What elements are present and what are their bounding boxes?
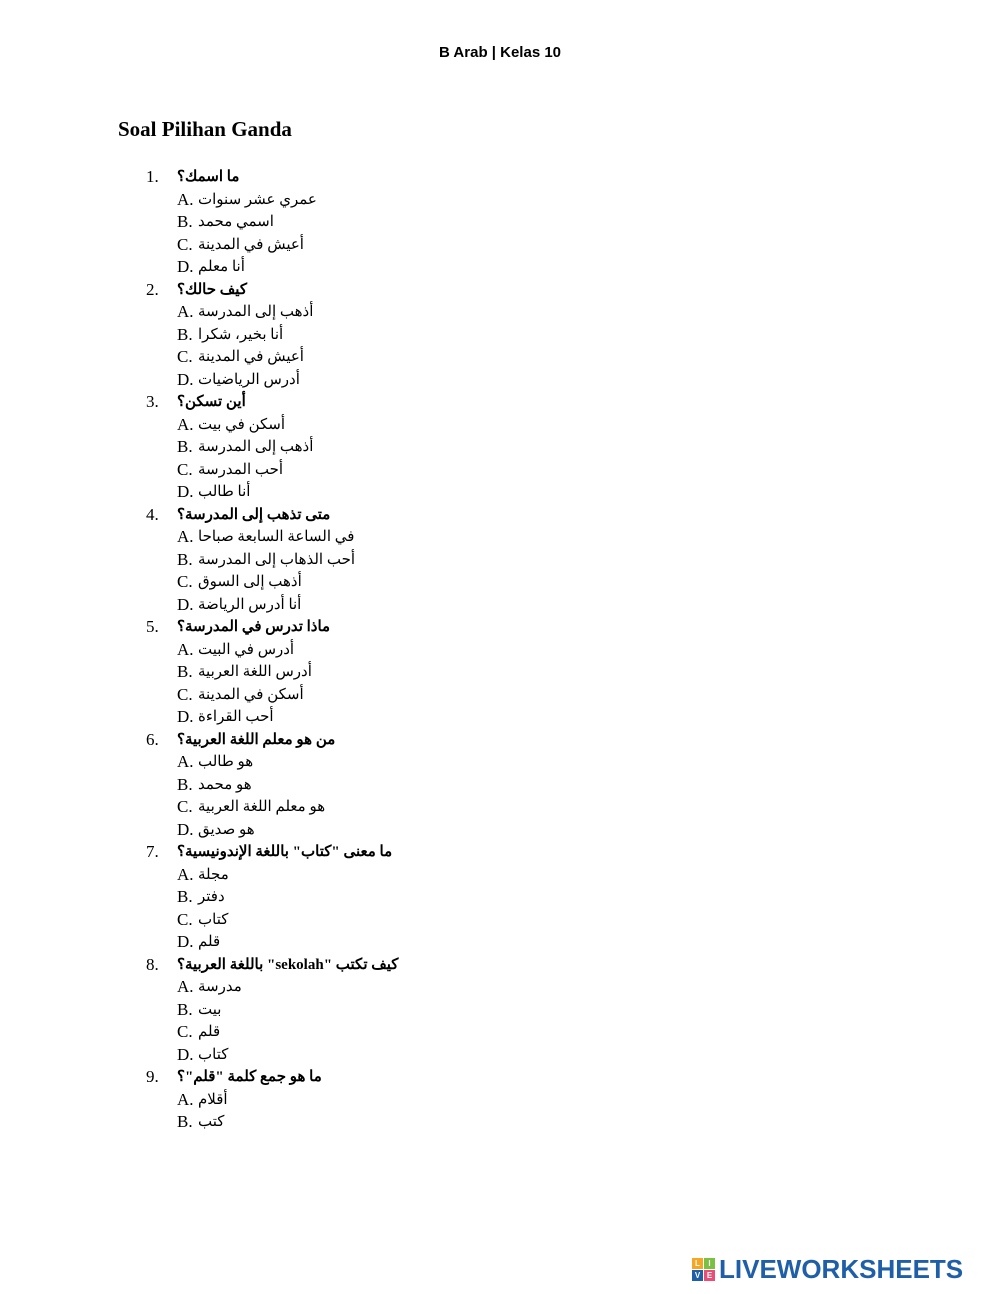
option-letter: B. xyxy=(177,212,193,231)
option-text: أعيش في المدينة xyxy=(198,236,304,253)
option-letter: B. xyxy=(177,437,193,456)
question-text: ما هو جمع كلمة "قلم"؟ xyxy=(177,1069,322,1085)
answer-option[interactable] xyxy=(0,571,1000,594)
answer-option[interactable] xyxy=(0,1089,1000,1112)
answer-option[interactable] xyxy=(0,931,1000,954)
option-text: كتاب xyxy=(198,911,229,928)
liveworksheets-logo xyxy=(692,1253,963,1285)
option-text: مجلة xyxy=(198,866,229,883)
option-text: هو صديق xyxy=(198,821,255,838)
option-text: أنا بخير، شكرا xyxy=(198,326,284,343)
question-3 xyxy=(0,391,1000,414)
option-text: أسكن في المدينة xyxy=(198,686,304,703)
question-1 xyxy=(0,166,1000,189)
question-list xyxy=(0,166,1000,1134)
logo-tile-2: I xyxy=(704,1258,715,1269)
option-text: بيت xyxy=(198,1001,222,1018)
option-text: هو معلم اللغة العربية xyxy=(198,799,326,815)
option-letter: B. xyxy=(177,999,193,1019)
option-text: أذهب إلى السوق xyxy=(198,574,302,590)
logo-tile-3: V xyxy=(692,1270,703,1281)
option-text: أذهب إلى المدرسة xyxy=(198,304,314,320)
page-header: B Arab | Kelas 10 xyxy=(438,44,562,61)
answer-option[interactable] xyxy=(0,886,1000,909)
question-number: 2. xyxy=(146,279,159,299)
question-text: ما معنى "كتاب" باللغة الإندونيسية؟ xyxy=(177,844,393,860)
option-letter: A. xyxy=(177,864,194,884)
option-letter: A. xyxy=(177,1089,194,1109)
option-letter: C. xyxy=(177,909,193,929)
option-text: عمري عشر سنوات xyxy=(198,191,317,208)
option-text: هو محمد xyxy=(198,776,252,793)
option-text: في الساعة السابعة صباحا xyxy=(198,529,355,545)
question-7 xyxy=(0,841,1000,864)
option-letter: A. xyxy=(177,189,194,209)
logo-tile-1: L xyxy=(692,1258,703,1269)
answer-option[interactable] xyxy=(0,481,1000,504)
option-text: قلم xyxy=(198,1024,221,1040)
answer-option[interactable] xyxy=(0,976,1000,999)
option-text: أحب القراءة xyxy=(198,709,274,725)
question-number: 7. xyxy=(146,842,159,861)
option-letter: A. xyxy=(177,527,194,546)
answer-option[interactable] xyxy=(0,796,1000,819)
question-6 xyxy=(0,729,1000,752)
option-text: أنا أدرس الرياضة xyxy=(198,596,302,613)
option-letter: D. xyxy=(177,482,194,501)
answer-option[interactable] xyxy=(0,414,1000,437)
section-title: Soal Pilihan Ganda xyxy=(118,117,292,141)
option-text: أحب الذهاب إلى المدرسة xyxy=(198,551,356,568)
question-4 xyxy=(0,504,1000,527)
option-letter: D. xyxy=(177,707,194,726)
option-letter: B. xyxy=(177,662,193,681)
option-letter: A. xyxy=(177,302,194,321)
answer-option[interactable] xyxy=(0,864,1000,887)
answer-option[interactable] xyxy=(0,684,1000,707)
answer-option[interactable] xyxy=(0,256,1000,279)
option-text: أنا طالب xyxy=(198,484,251,500)
option-letter: B. xyxy=(177,549,193,569)
option-text: كتاب xyxy=(198,1046,229,1063)
question-text: كيف حالك؟ xyxy=(177,281,247,298)
option-letter: D. xyxy=(177,1044,194,1064)
question-2 xyxy=(0,279,1000,302)
question-5 xyxy=(0,616,1000,639)
option-text: هو طالب xyxy=(198,754,254,770)
option-letter: C. xyxy=(177,684,193,704)
option-text: كتب xyxy=(198,1114,225,1130)
answer-option[interactable] xyxy=(0,639,1000,662)
answer-option[interactable] xyxy=(0,1111,1000,1134)
answer-option[interactable] xyxy=(0,706,1000,729)
option-letter: D. xyxy=(177,819,194,839)
question-number: 4. xyxy=(146,504,159,524)
option-text: أذهب إلى المدرسة xyxy=(198,439,314,455)
answer-option[interactable] xyxy=(0,774,1000,797)
answer-option[interactable] xyxy=(0,526,1000,549)
answer-option[interactable] xyxy=(0,234,1000,257)
question-text: من هو معلم اللغة العربية؟ xyxy=(177,731,336,748)
answer-option[interactable] xyxy=(0,819,1000,842)
option-letter: B. xyxy=(177,774,193,794)
option-text: أقلام xyxy=(198,1091,228,1108)
option-letter: A. xyxy=(177,752,194,771)
option-letter: C. xyxy=(177,797,193,816)
question-text: متى تذهب إلى المدرسة؟ xyxy=(177,506,331,523)
question-number: 9. xyxy=(146,1067,159,1086)
option-letter: C. xyxy=(177,459,193,479)
answer-option[interactable] xyxy=(0,1021,1000,1044)
answer-option[interactable] xyxy=(0,436,1000,459)
answer-option[interactable] xyxy=(0,594,1000,617)
option-letter: C. xyxy=(177,1022,193,1041)
option-text: أسكن في بيت xyxy=(198,416,286,433)
answer-option[interactable] xyxy=(0,369,1000,392)
option-text: أدرس الرياضيات xyxy=(198,371,300,388)
logo-tile-4: E xyxy=(704,1270,715,1281)
question-text: ما اسمك؟ xyxy=(177,169,240,185)
question-number: 6. xyxy=(146,729,159,749)
answer-option[interactable] xyxy=(0,549,1000,572)
question-number: 5. xyxy=(146,617,159,636)
answer-option[interactable] xyxy=(0,301,1000,324)
option-letter: D. xyxy=(177,932,194,951)
question-text: ماذا تدرس في المدرسة؟ xyxy=(177,619,331,635)
answer-option[interactable] xyxy=(0,751,1000,774)
answer-option[interactable] xyxy=(0,661,1000,684)
option-letter: B. xyxy=(177,324,193,344)
question-8 xyxy=(0,954,1000,977)
brand-name: LIVEWORKSHEETS xyxy=(719,1253,964,1284)
question-text: كيف تكتب "sekolah" باللغة العربية؟ xyxy=(177,956,399,973)
answer-option[interactable] xyxy=(0,346,1000,369)
option-text: قلم xyxy=(198,934,221,950)
question-9 xyxy=(0,1066,1000,1089)
option-text: أعيش في المدينة xyxy=(198,349,304,365)
option-letter: B. xyxy=(177,887,193,906)
option-letter: D. xyxy=(177,257,194,276)
question-number: 1. xyxy=(146,167,159,186)
question-text: أين تسكن؟ xyxy=(177,394,246,410)
option-letter: A. xyxy=(177,639,194,659)
answer-option[interactable] xyxy=(0,211,1000,234)
answer-option[interactable] xyxy=(0,1044,1000,1067)
option-text: أحب المدرسة xyxy=(198,461,284,478)
answer-option[interactable] xyxy=(0,459,1000,482)
option-letter: B. xyxy=(177,1112,193,1131)
question-number: 3. xyxy=(146,392,159,411)
question-number: 8. xyxy=(146,954,159,974)
option-text: مدرسة xyxy=(198,979,242,995)
option-letter: C. xyxy=(177,572,193,591)
option-text: أنا معلم xyxy=(198,259,245,275)
answer-option[interactable] xyxy=(0,324,1000,347)
answer-option[interactable] xyxy=(0,189,1000,212)
option-letter: D. xyxy=(177,594,194,614)
answer-option[interactable] xyxy=(0,909,1000,932)
option-text: أدرس اللغة العربية xyxy=(198,664,312,680)
option-letter: D. xyxy=(177,369,194,389)
option-text: أدرس في البيت xyxy=(198,641,295,658)
option-letter: C. xyxy=(177,234,193,254)
answer-option[interactable] xyxy=(0,999,1000,1022)
option-letter: C. xyxy=(177,347,193,366)
option-text: دفتر xyxy=(198,889,225,905)
option-text: اسمي محمد xyxy=(198,214,274,230)
liveworksheets-logo-icon xyxy=(692,1258,715,1281)
option-letter: A. xyxy=(177,414,194,434)
option-letter: A. xyxy=(177,977,194,996)
